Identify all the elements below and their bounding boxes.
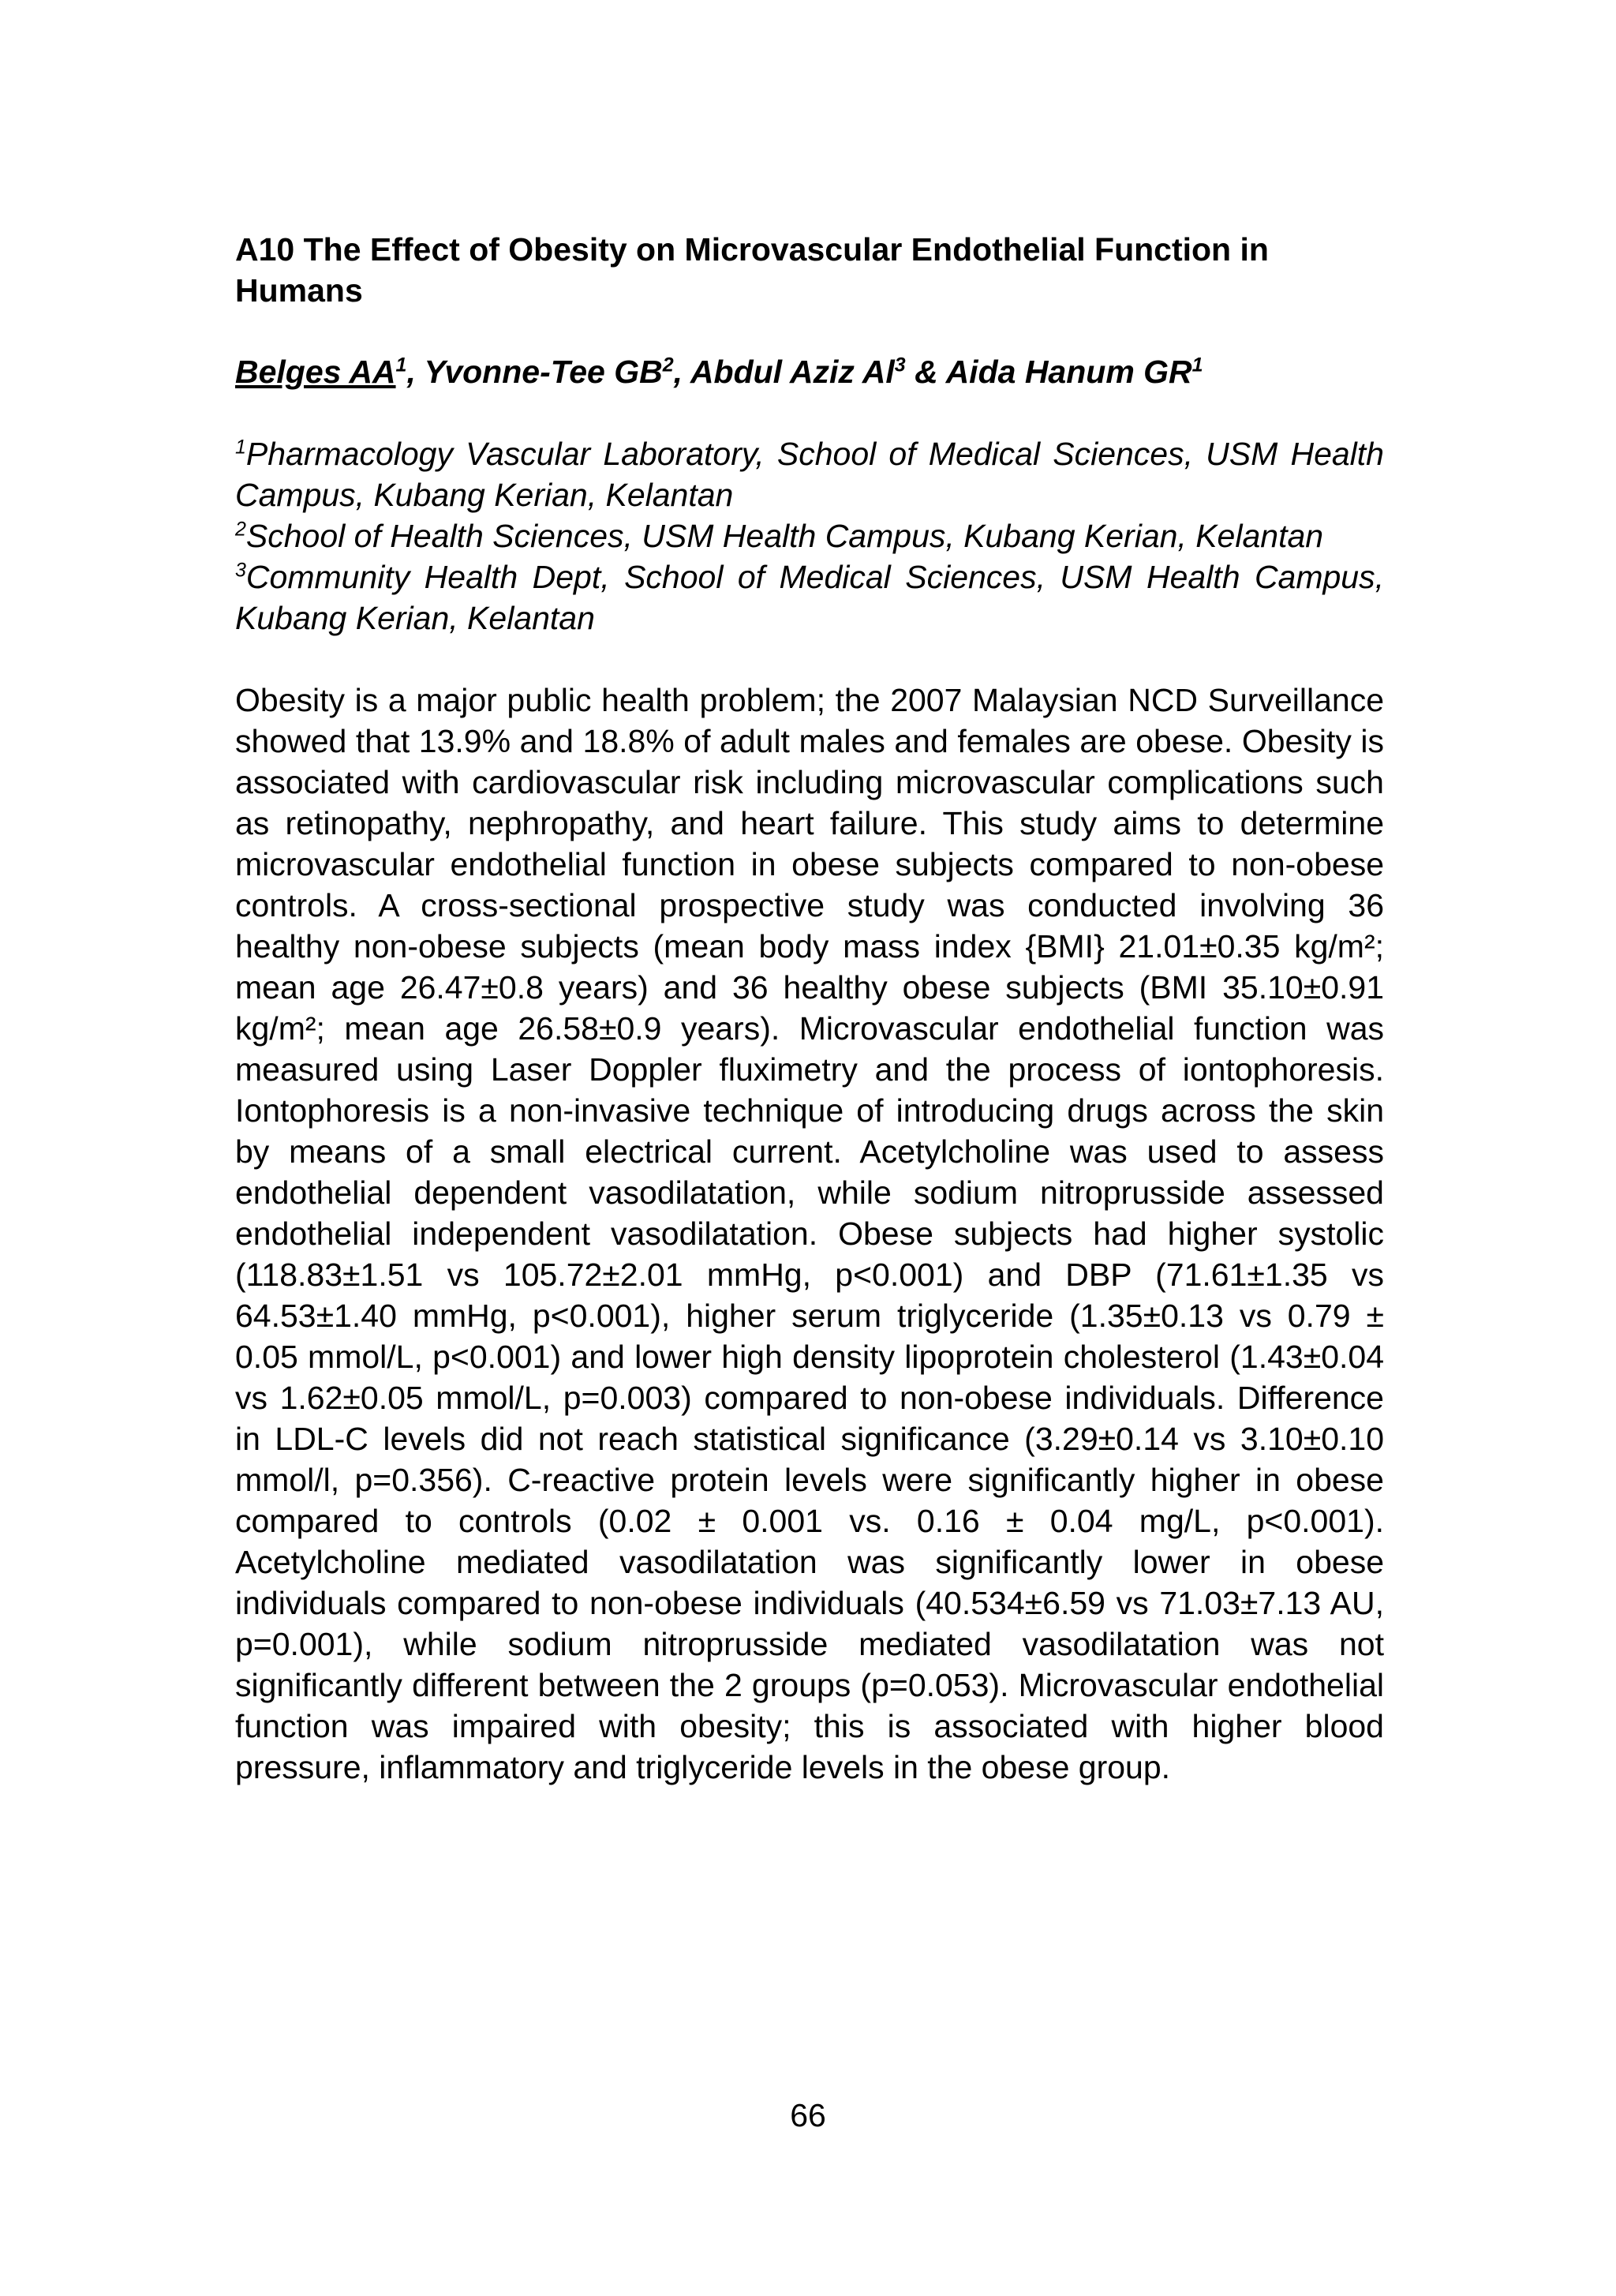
abstract-page [235,229,1384,1788]
affiliation-item [235,556,1384,639]
affiliation-item [235,515,1384,556]
abstract-body: Obesity is a major public health problem; the 2007 Malaysian NCD Surveillance showed that 13.9% and 18.8% of adult males and females are obese. Obesity is associated with cardiovascular risk including microvascular complications such as retinopathy, nephropathy, and heart failure. This study aims to determine microvascular endothelial function in obese subjects compared to non-obese controls. A cross-sectional prospective study was conducted involving 36 healthy non-obese subjects (mean body mass index {BMI} 21.01±0.35 kg/m²; mean age 26.47±0.8 years) and 36 healthy obese subjects (BMI 35.10±0.91 kg/m²; mean age 26.58±0.9 years). Microvascular endothelial function was measured using Laser Doppler fluximetry and the process of iontophoresis. Iontophoresis is a non-invasive technique of introducing drugs across the skin by means of a small electrical current. Acetylcholine was used to assess endothelial dependent vasodilatation, while sodium nitroprusside assessed endothelial independent vasodilatation. Obese subjects had higher systolic (118.83±1.51 vs 105.72±2.01 mmHg, p<0.001) and DBP (71.61±1.35 vs 64.53±1.40 mmHg, p<0.001), higher serum triglyceride (1.35±0.13 vs 0.79 ± 0.05 mmol/L, p<0.001) and lower high density lipoprotein cholesterol (1.43±0.04 vs 1.62±0.05 mmol/L, p=0.003) compared to non-obese individuals. Difference in LDL-C levels did not reach statistical significance (3.29±0.14 vs 3.10±0.10 mmol/l, p=0.356). C-reactive protein levels were significantly higher in obese compared to controls (0.02 ± 0.001 vs. 0.16 ± 0.04 mg/L, p<0.001). Acetylcholine mediated vasodilatation was significantly lower in obese individuals compared to non-obese individuals (40.534±6.59 vs 71.03±7.13 AU, p=0.001), while sodium nitroprusside mediated vasodilatation was not significantly different between the 2 groups (p=0.053). Microvascular endothelial function was impaired with obesity; this is associated with higher blood pressure, inflammatory and triglyceride levels in the obese group. [235,682,1384,1785]
affiliation-text: School of Health Sciences, USM Health Campus, Kubang Kerian, Kelantan [245,518,1324,554]
affiliation-text: Community Health Dept, School of Medical Sciences, USM Health Campus, Kubang Kerian, Kelantan [235,559,1384,636]
author-name: Abdul Aziz Al [690,354,895,390]
author-separator: & [905,354,946,390]
affiliation-text: Pharmacology Vascular Laboratory, School of Medical Sciences, USM Health Campus, Kubang Kerian, Kelantan [235,436,1384,513]
affiliation-mark: 3 [235,559,246,582]
author-affiliation-mark: 3 [894,354,906,376]
affiliation-mark: 2 [235,518,246,541]
affiliation-mark: 1 [235,436,246,459]
author-name: Yvonne-Tee GB [424,354,663,390]
author-name: Aida Hanum GR [945,354,1192,390]
author-separator: , [673,354,690,390]
abstract-title: A10 The Effect of Obesity on Microvascular Endothelial Function in Humans [235,231,1269,309]
affiliation-list [235,433,1384,639]
affiliation-item [235,433,1384,515]
author-affiliation-mark: 1 [395,354,407,376]
author-list [235,351,1384,392]
author-name: Belges AA [235,354,396,390]
page-number: 66 [790,2097,826,2133]
author-affiliation-mark: 2 [662,354,674,376]
author-separator: , [406,354,425,390]
author-affiliation-mark: 1 [1191,354,1203,376]
